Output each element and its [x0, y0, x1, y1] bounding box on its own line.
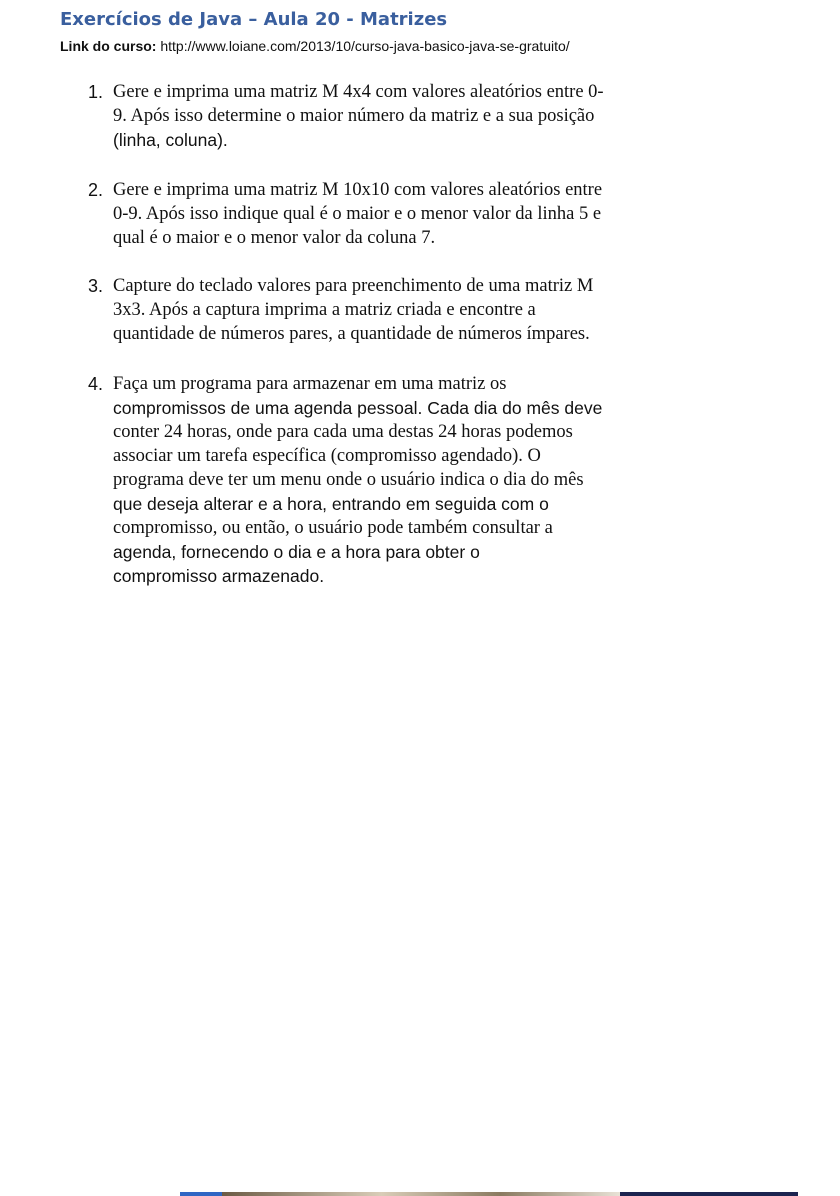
text-line: Capture do teclado valores para preenchimento de uma matriz M [113, 276, 594, 296]
text-line: qual é o maior e o menor valor da coluna 7. [113, 228, 436, 248]
text-line: compromissos de uma agenda pessoal. Cada dia do mês deve [113, 398, 603, 418]
exercise-number: 4. [88, 374, 104, 394]
text-line: agenda, fornecendo o dia e a hora para obter o [113, 542, 480, 562]
text-line: programa deve ter um menu onde o usuário indica o dia do mês [113, 470, 584, 490]
text-line: compromisso armazenado. [113, 566, 325, 586]
exercise-number: 1. [88, 82, 104, 102]
exercise-text [113, 274, 683, 346]
bottom-bar-blue [180, 1192, 222, 1196]
text-line: compromisso, ou então, o usuário pode também consultar a [113, 518, 553, 538]
text-line: conter 24 horas, onde para cada uma destas 24 horas podemos [113, 422, 573, 442]
exercise-text [113, 178, 683, 250]
text-line: Gere e imprima uma matriz M 10x10 com valores aleatórios entre [113, 180, 603, 200]
course-link-url[interactable]: http://www.loiane.com/2013/10/curso-java-basico-java-se-gratuito/ [160, 38, 570, 54]
exercise-number: 3. [88, 276, 104, 296]
text-line: (linha, coluna). [113, 130, 228, 150]
text-line: que deseja alterar e a hora, entrando em seguida com o [113, 494, 549, 514]
text-line: Faça um programa para armazenar em uma matriz os [113, 374, 507, 394]
text-line: 0-9. Após isso indique qual é o maior e o menor valor da linha 5 e [113, 204, 602, 224]
bottom-bar-image [222, 1192, 620, 1196]
text-line: 3x3. Após a captura imprima a matriz criada e encontre a [113, 300, 536, 320]
text-line: quantidade de números pares, a quantidade de números ímpares. [113, 324, 590, 344]
bottom-strip [0, 596, 840, 604]
text-line: 9. Após isso determine o maior número da matriz e a sua posição [113, 106, 595, 126]
exercise-text [113, 372, 683, 588]
course-link-line [60, 38, 570, 54]
exercise-number: 2. [88, 180, 104, 200]
bottom-bar-navy [620, 1192, 798, 1196]
text-line: Gere e imprima uma matriz M 4x4 com valores aleatórios entre 0- [113, 82, 604, 102]
page-title: Exercícios de Java – Aula 20 - Matrizes [60, 9, 448, 30]
text-line: associar um tarefa específica (compromisso agendado). O [113, 446, 541, 466]
course-link-label: Link do curso: [60, 38, 157, 54]
exercise-text [113, 80, 683, 152]
